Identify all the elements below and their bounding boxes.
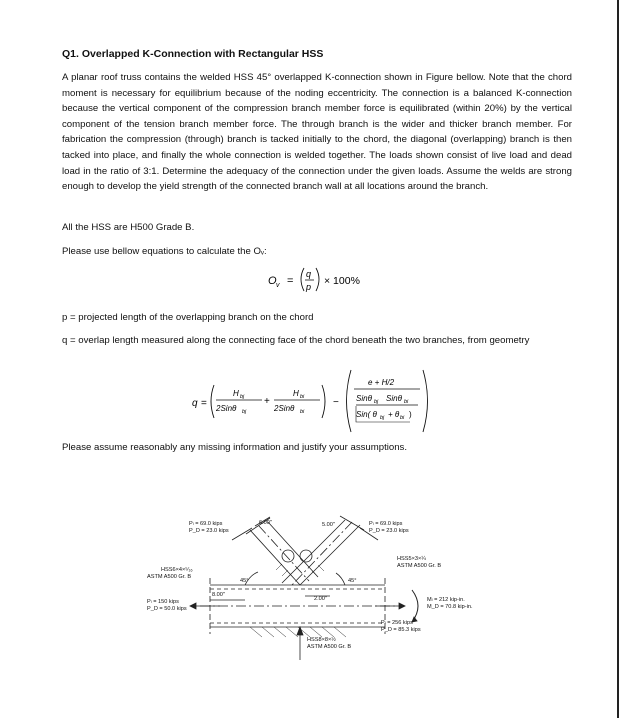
svg-text:bi: bi [400,415,405,421]
right-chord-pl: Pₗ = 256 kips [381,620,413,626]
left-branch-pd: P_D = 23.0 kips [189,528,229,534]
svg-text:2Sinθ: 2Sinθ [216,404,237,413]
svg-text:Sin( θ: Sin( θ [356,410,377,419]
svg-text:bj: bj [242,409,247,415]
q-equation [192,370,428,432]
svg-text:=: = [287,275,294,287]
right-chord-pd: P_D = 85.3 kips [381,627,421,633]
svg-text:q: q [192,398,198,409]
left-chord-pd: P_D = 50.0 kips [147,606,187,612]
moment-ml: Mₗ = 212 kip-in. [427,597,465,603]
chord-hss: HSS8×8×½ [307,637,336,643]
svg-text:O: O [268,275,277,287]
svg-text:bj: bj [380,415,385,421]
svg-text:Sinθ: Sinθ [386,394,402,403]
material-note: All the HSS are H500 Grade B. [62,222,195,233]
left-branch-hss: HSS6×4×⁵⁄₁₆ [161,567,193,573]
right-branch-hss: HSS5×3×¼ [397,556,426,562]
svg-text:bj: bj [240,394,245,400]
angle-left: 45° [240,578,249,584]
right-dim: 5.00" [322,522,335,528]
svg-text:p: p [306,282,312,292]
question-title: Q1. Overlapped K-Connection with Rectangular HSS [62,48,324,60]
chord-dim: 8.00" [212,592,225,598]
right-branch-pd: P_D = 23.0 kips [369,528,409,534]
svg-text:bi: bi [300,394,305,400]
k-connection-figure [190,516,418,660]
svg-text:H: H [293,389,299,398]
p-definition: p = projected length of the overlapping branch on the chord [62,312,314,323]
left-chord-loads [147,599,187,613]
svg-text:=: = [201,398,207,409]
svg-text:v: v [276,282,280,289]
svg-text:bi: bi [300,409,305,415]
chord-section [307,637,351,651]
svg-text:+: + [264,396,270,407]
left-branch-section [147,567,193,581]
svg-text:): ) [409,410,412,419]
right-branch-grade: ASTM A500 Gr. B [397,563,442,569]
left-dim: 6.00" [259,520,272,526]
right-branch-section [397,556,441,570]
left-branch-loads [189,521,229,535]
svg-text:Sinθ: Sinθ [356,394,372,403]
svg-text:H: H [233,389,239,398]
svg-text:+ θ: + θ [388,410,400,419]
svg-text:× 100%: × 100% [324,275,360,287]
assumption-note: Please assume reasonably any missing information and justify your assumptions. [62,442,408,453]
right-branch-loads [369,521,409,535]
q-definition: q = overlap length measured along the connecting face of the chord beneath the two branches, from geometry [62,335,530,346]
svg-text:−: − [333,397,339,408]
svg-text:bi: bi [404,399,409,405]
svg-text:bj: bj [374,399,379,405]
right-branch-pl: Pₗ = 69.0 kips [369,521,403,527]
svg-text:e + H/2: e + H/2 [368,378,395,387]
chord-moments [427,597,473,611]
chord-grade: ASTM A500 Gr. B [307,644,352,650]
svg-text:q: q [306,269,312,279]
angle-right: 45° [348,578,357,584]
eccentricity-dim: 2.00" [314,596,327,602]
right-chord-loads [381,620,421,634]
problem-statement: A planar roof truss contains the welded HSS 45° overlapped K-connection shown in Figure bellow. Note that the chord moment is necessary for equilibrium because of the noding eccentricity. The connection is a balanced K-connection because the vertical component of the compression branch member force is equilibrated (within 20%) by the vertical component of the tension branch member force. The through branch is the wider and thicker branch member. For fabrication the compression (through) branch is tacked initially to the chord, the diagonal (overlapping) branch is then tacked into place, and finally the whole connection is welded together. The loads shown consist of live load and dead load in the ratio of 3:1. Determine the adequacy of the connection under the given loads. Assume the welds are strong enough to develop the yield strength of the connected branch wall at all locations around the branch. [62,72,572,193]
moment-md: M_D = 70.8 kip-in. [427,604,473,610]
left-branch-pl: Pₗ = 69.0 kips [189,521,223,527]
ov-equation [268,268,360,292]
left-chord-pl: Pₗ = 150 kips [147,599,179,605]
left-branch-grade: ASTM A500 Gr. B [147,574,192,580]
svg-text:2Sinθ: 2Sinθ [274,404,295,413]
equation-intro: Please use bellow equations to calculate the Oᵥ: [62,246,267,257]
